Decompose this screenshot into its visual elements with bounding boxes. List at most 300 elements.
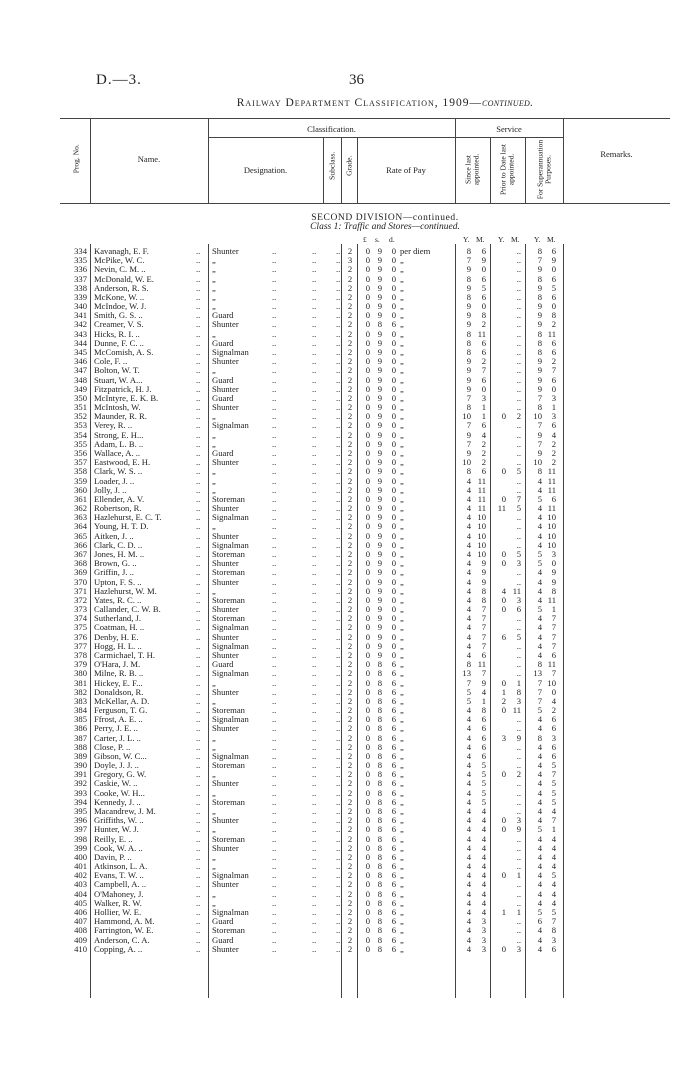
name: Anderson, R. S. [94, 282, 149, 293]
pay-note: „ [400, 255, 404, 266]
prog-no: 345 [74, 347, 87, 357]
since-years: 8 [466, 328, 471, 339]
prior-months: .. [516, 255, 521, 266]
pay-shillings: 9 [377, 457, 382, 468]
pay-shillings: 8 [377, 750, 382, 761]
grade: 2 [347, 604, 353, 614]
since-months: 6 [481, 466, 486, 477]
prog-no: 409 [74, 934, 87, 945]
super-years: 4 [537, 842, 542, 853]
pay-shillings: 8 [377, 741, 382, 752]
leader-dots: .. [272, 383, 277, 394]
leader-dots: .. [312, 778, 317, 789]
name: Walker, R. W. [94, 897, 142, 908]
pay-pounds: 0 [365, 787, 370, 798]
leader-dots: .. [312, 815, 317, 826]
super-months: 9 [551, 255, 556, 266]
designation: „ [212, 255, 216, 266]
grade: 2 [347, 613, 353, 624]
grade: 2 [347, 457, 353, 468]
leader-dots: .. [312, 659, 317, 670]
prog-no: 375 [74, 622, 87, 633]
name: Callander, C. W. B. [94, 604, 161, 614]
super-years: 8 [537, 466, 542, 477]
leader-dots: .. [196, 833, 201, 844]
leader-dots: .. [312, 567, 317, 578]
since-months: 7 [481, 631, 486, 642]
super-years: 7 [537, 686, 542, 697]
super-years: 6 [537, 916, 542, 927]
since-months: 2 [481, 457, 486, 468]
designation: „ [212, 328, 216, 339]
since-months: 7 [481, 604, 486, 614]
super-years: 4 [537, 576, 542, 587]
pay-note: „ [400, 879, 404, 890]
table-row [0, 577, 700, 586]
since-months: 4 [481, 907, 486, 917]
leader-dots: .. [272, 337, 277, 348]
pay-shillings: 8 [377, 870, 382, 881]
super-months: 7 [551, 631, 556, 642]
leader-dots: .. [272, 530, 277, 541]
leader-dots: .. [336, 383, 341, 394]
name: Smith, G. S. .. [94, 310, 143, 321]
leader-dots: .. [196, 576, 201, 587]
designation: „ [212, 741, 216, 752]
prog-no: 338 [74, 282, 87, 293]
prog-no: 369 [74, 567, 87, 578]
pay-note: „ [400, 319, 404, 330]
leader-dots: .. [196, 677, 201, 688]
designation: „ [212, 466, 216, 477]
leader-dots: .. [272, 604, 277, 614]
pay-pence: 6 [391, 907, 396, 917]
grade: 2 [347, 787, 353, 798]
designation: „ [212, 787, 216, 798]
pay-note: „ [400, 438, 404, 449]
pay-shillings: 8 [377, 888, 382, 899]
leader-dots: .. [196, 695, 201, 706]
pay-pence: 6 [391, 778, 396, 789]
table-row [0, 512, 700, 521]
leader-dots: .. [312, 796, 317, 807]
pay-note: „ [400, 668, 404, 679]
designation: „ [212, 291, 216, 302]
prog-no: 353 [74, 420, 87, 431]
super-months: 8 [551, 310, 556, 321]
pay-shillings: 9 [377, 347, 382, 357]
prior-months: .. [516, 750, 521, 761]
super-months: 0 [551, 264, 556, 275]
pay-shillings: 9 [377, 613, 382, 624]
pay-pence: 6 [391, 741, 396, 752]
pay-shillings: 8 [377, 934, 382, 945]
pay-pounds: 0 [365, 438, 370, 449]
leader-dots: .. [312, 943, 317, 954]
pay-note: „ [400, 392, 404, 403]
designation: „ [212, 429, 216, 440]
header-remarks: Remarks. [600, 149, 633, 159]
grade: 2 [347, 594, 353, 605]
header-grade: Grade. [344, 155, 354, 176]
pay-note: „ [400, 383, 404, 394]
leader-dots: .. [196, 649, 201, 660]
designation: Shunter [212, 457, 239, 468]
designation: Guard [212, 916, 234, 927]
pay-note: „ [400, 521, 404, 532]
prior-months: .. [516, 264, 521, 275]
leader-dots: .. [336, 337, 341, 348]
header-mid-rule [208, 137, 563, 138]
pay-note: „ [400, 760, 404, 771]
prior-months: 3 [516, 695, 521, 706]
leader-dots: .. [272, 365, 277, 376]
since-months: 6 [481, 723, 486, 734]
super-months: 4 [551, 833, 556, 844]
leader-dots: .. [196, 925, 201, 936]
pay-shillings: 8 [377, 787, 382, 798]
pay-note: „ [400, 273, 404, 284]
name: Kennedy, J. .. [94, 796, 141, 807]
table-row [0, 806, 700, 815]
super-months: 4 [551, 879, 556, 890]
since-months: 4 [481, 888, 486, 899]
super-years: 5 [537, 604, 542, 614]
grade: 2 [347, 576, 353, 587]
pay-shillings: 8 [377, 796, 382, 807]
table-row [0, 274, 700, 283]
prior-months: .. [516, 833, 521, 844]
leader-dots: .. [312, 438, 317, 449]
since-years: 4 [466, 741, 471, 752]
table-row [0, 668, 700, 677]
leader-dots: .. [272, 640, 277, 651]
prog-no: 358 [74, 466, 87, 477]
prog-no: 344 [74, 337, 87, 348]
since-months: 1 [481, 402, 486, 413]
pay-pence: 6 [391, 870, 396, 881]
leader-dots: .. [312, 604, 317, 614]
leader-dots: .. [312, 365, 317, 376]
prior-years: 11 [497, 503, 506, 513]
table-row [0, 402, 700, 411]
leader-dots: .. [196, 778, 201, 789]
prog-no: 373 [74, 604, 87, 614]
pay-shillings: 9 [377, 337, 382, 348]
leader-dots: .. [336, 448, 341, 458]
super-years: 5 [537, 493, 542, 504]
pay-pounds: 0 [365, 723, 370, 734]
leader-dots: .. [336, 879, 341, 890]
name: Evans, T. W. .. [94, 870, 144, 881]
prog-no: 397 [74, 824, 87, 835]
leader-dots: .. [196, 503, 201, 513]
since-months: 7 [481, 640, 486, 651]
pay-pounds: 0 [365, 484, 370, 495]
pay-pounds: 0 [365, 705, 370, 715]
name: Cooke, W. H... [94, 787, 145, 798]
table-row [0, 476, 700, 485]
table-row [0, 439, 700, 448]
since-years: 4 [466, 567, 471, 578]
pay-note: „ [400, 576, 404, 587]
since-years: 5 [466, 686, 471, 697]
pay-shillings: 9 [377, 246, 382, 256]
leader-dots: .. [196, 530, 201, 541]
leader-dots: .. [272, 741, 277, 752]
grade: 2 [347, 741, 353, 752]
table-row [0, 503, 700, 512]
super-years: 4 [537, 787, 542, 798]
super-months: 11 [547, 484, 556, 495]
pay-note: „ [400, 613, 404, 624]
super-years: 9 [537, 356, 542, 367]
designation: „ [212, 897, 216, 908]
since-years: 4 [466, 604, 471, 614]
pay-pence: 0 [391, 365, 396, 376]
since-months: 4 [481, 842, 486, 853]
table-row [0, 788, 700, 797]
super-years: 4 [537, 815, 542, 826]
designation: Signalman [212, 714, 249, 725]
prog-no: 352 [74, 411, 87, 422]
designation: Shunter [212, 604, 239, 614]
table-row [0, 264, 700, 273]
pay-pounds: 0 [365, 677, 370, 688]
name: Robertson, R. [94, 503, 142, 513]
pay-note: „ [400, 659, 404, 670]
pay-pounds: 0 [365, 493, 370, 504]
table-row [0, 558, 700, 567]
since-years: 8 [466, 466, 471, 477]
prior-years: 3 [501, 732, 506, 743]
leader-dots: .. [196, 934, 201, 945]
pay-shillings: 8 [377, 677, 382, 688]
leader-dots: .. [336, 530, 341, 541]
pay-note: „ [400, 548, 404, 559]
super-months: 11 [547, 328, 556, 339]
designation: Storeman [212, 567, 245, 578]
prog-no: 340 [74, 301, 87, 312]
super-years: 7 [537, 677, 542, 688]
prog-no: 371 [74, 585, 87, 596]
leader-dots: .. [312, 879, 317, 890]
since-months: 9 [481, 567, 486, 578]
table-row [0, 723, 700, 732]
prior-months: 3 [516, 594, 521, 605]
prior-months: .. [516, 659, 521, 670]
designation: „ [212, 732, 216, 743]
leader-dots: .. [272, 695, 277, 706]
since-years: 8 [466, 273, 471, 284]
since-months: 5 [481, 796, 486, 807]
leader-dots: .. [196, 741, 201, 752]
grade: 2 [347, 824, 353, 835]
grade: 2 [347, 558, 353, 569]
pay-pence: 0 [391, 255, 396, 266]
pay-shillings: 8 [377, 714, 382, 725]
since-years: 4 [466, 714, 471, 725]
table-row [0, 521, 700, 530]
pay-note: „ [400, 301, 404, 312]
table-row [0, 916, 700, 925]
pay-pence: 6 [391, 659, 396, 670]
leader-dots: .. [312, 255, 317, 266]
grade: 2 [347, 347, 353, 357]
super-years: 4 [537, 934, 542, 945]
prior-years: 0 [501, 558, 506, 569]
super-years: 4 [537, 879, 542, 890]
pay-pounds: 0 [365, 594, 370, 605]
prior-months: .. [516, 842, 521, 853]
since-months: 6 [481, 246, 486, 256]
leader-dots: .. [196, 493, 201, 504]
super-months: 6 [551, 714, 556, 725]
pay-shillings: 9 [377, 255, 382, 266]
grade: 2 [347, 282, 353, 293]
pay-pounds: 0 [365, 521, 370, 532]
super-years: 7 [537, 392, 542, 403]
table-row [0, 870, 700, 879]
prior-months: .. [516, 273, 521, 284]
name: Nevin, C. M. .. [94, 264, 146, 275]
leader-dots: .. [272, 861, 277, 872]
pay-shillings: 9 [377, 420, 382, 431]
pay-note: „ [400, 888, 404, 899]
super-months: 4 [551, 851, 556, 862]
prior-months: .. [516, 383, 521, 394]
since-years: 8 [466, 291, 471, 302]
unit-years: Y. [534, 235, 541, 244]
prior-years: 1 [501, 907, 506, 917]
name: Aitken, J. .. [94, 530, 134, 541]
pay-pounds: 0 [365, 806, 370, 816]
grade: 2 [347, 796, 353, 807]
leader-dots: .. [272, 723, 277, 734]
leader-dots: .. [336, 677, 341, 688]
since-months: 3 [481, 916, 486, 927]
prog-no: 354 [74, 429, 87, 440]
super-months: 11 [547, 659, 556, 670]
pay-note: „ [400, 411, 404, 422]
leader-dots: .. [196, 402, 201, 413]
pay-pence: 0 [391, 613, 396, 624]
leader-dots: .. [336, 411, 341, 422]
designation: Storeman [212, 594, 245, 605]
table-row [0, 531, 700, 540]
name: Perry, J. E. .. [94, 723, 138, 734]
since-months: 11 [477, 493, 486, 504]
pay-note: „ [400, 870, 404, 881]
leader-dots: .. [336, 392, 341, 403]
designation: Signalman [212, 907, 249, 917]
leader-dots: .. [272, 457, 277, 468]
pay-note: „ [400, 705, 404, 715]
pay-shillings: 9 [377, 530, 382, 541]
since-years: 4 [466, 622, 471, 633]
leader-dots: .. [312, 824, 317, 835]
prog-no: 387 [74, 732, 87, 743]
grade: 2 [347, 815, 353, 826]
leader-dots: .. [312, 649, 317, 660]
prior-months: .. [516, 457, 521, 468]
prior-months: .. [516, 392, 521, 403]
designation: Shunter [212, 943, 239, 954]
leader-dots: .. [312, 530, 317, 541]
grade: 2 [347, 291, 353, 302]
prior-months: 5 [516, 548, 521, 559]
prog-no: 403 [74, 879, 87, 890]
super-months: 2 [551, 438, 556, 449]
leader-dots: .. [272, 503, 277, 513]
table-row [0, 457, 700, 466]
leader-dots: .. [336, 723, 341, 734]
pay-shillings: 8 [377, 897, 382, 908]
super-years: 4 [537, 925, 542, 936]
designation: „ [212, 264, 216, 275]
super-months: 11 [547, 594, 556, 605]
pay-pounds: 0 [365, 356, 370, 367]
leader-dots: .. [196, 484, 201, 495]
name: Carmichael, T. H. [94, 649, 156, 660]
unit-years: Y. [463, 235, 470, 244]
name: Clark, C. D. .. [94, 539, 143, 550]
pay-pence: 0 [391, 594, 396, 605]
pay-note: „ [400, 714, 404, 725]
grade: 2 [347, 732, 353, 743]
prog-no: 396 [74, 815, 87, 826]
leader-dots: .. [196, 291, 201, 302]
super-years: 4 [537, 741, 542, 752]
since-years: 4 [466, 897, 471, 908]
leader-dots: .. [272, 301, 277, 312]
name: Jolly, J. .. [94, 484, 127, 495]
pay-shillings: 9 [377, 475, 382, 486]
super-years: 9 [537, 448, 542, 458]
pay-pence: 0 [391, 649, 396, 660]
name: Ffrost, A. E. .. [94, 714, 143, 725]
grade: 2 [347, 548, 353, 559]
since-years: 4 [466, 705, 471, 715]
since-years: 7 [466, 420, 471, 431]
designation: „ [212, 438, 216, 449]
pay-pence: 0 [391, 604, 396, 614]
name: Verey, R. .. [94, 420, 133, 431]
since-months: 5 [481, 760, 486, 771]
leader-dots: .. [312, 420, 317, 431]
leader-dots: .. [336, 659, 341, 670]
designation: „ [212, 585, 216, 596]
pay-shillings: 9 [377, 493, 382, 504]
super-months: 2 [551, 705, 556, 715]
header-rate-of-pay: Rate of Pay [386, 165, 426, 175]
pay-pence: 6 [391, 934, 396, 945]
pay-pence: 0 [391, 356, 396, 367]
pay-shillings: 9 [377, 466, 382, 477]
name: Farrington, W. E. [94, 925, 154, 936]
leader-dots: .. [312, 705, 317, 715]
super-years: 4 [537, 530, 542, 541]
since-years: 4 [466, 943, 471, 954]
since-years: 4 [466, 585, 471, 596]
leader-dots: .. [196, 851, 201, 862]
grade: 2 [347, 649, 353, 660]
leader-dots: .. [272, 833, 277, 844]
table-row [0, 944, 700, 953]
prog-no: 370 [74, 576, 87, 587]
leader-dots: .. [196, 521, 201, 532]
pay-pounds: 0 [365, 576, 370, 587]
